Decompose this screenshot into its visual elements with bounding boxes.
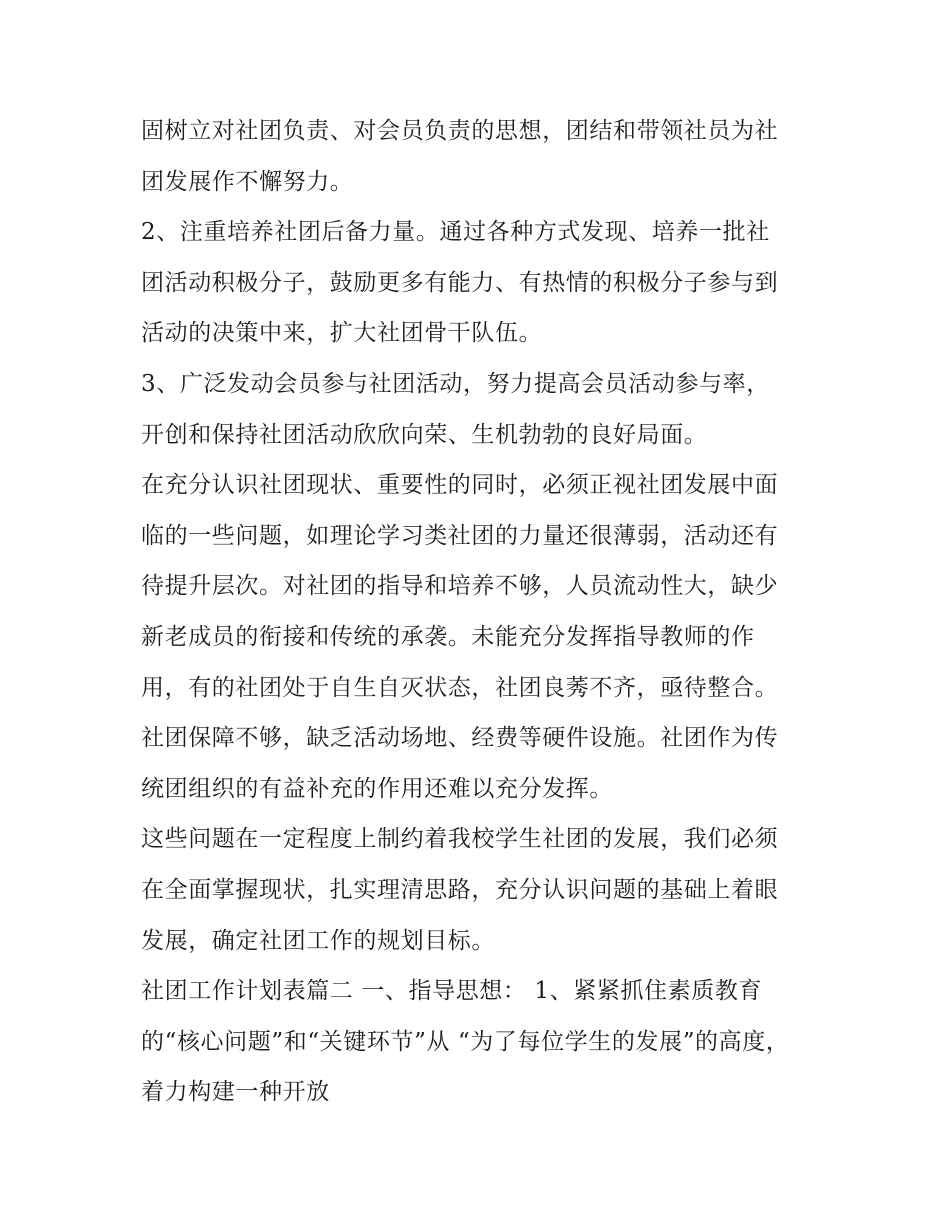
text-line: 发展，确定社团工作的规划目标。 [141, 927, 495, 954]
text-line: 社团保障不够，缺乏活动场地、经费等硬件设施。社团作为传 [141, 725, 779, 752]
text-line: 这些问题在一定程度上制约着我校学生社团的发展，我们必须 [141, 826, 779, 853]
text-line: 开创和保持社团活动欣欣向荣、生机勃勃的良好局面。 [141, 421, 708, 448]
text-line: 在充分认识社团现状、重要性的同时，必须正视社团发展中面 [141, 472, 779, 499]
text-line: 用，有的社团处于自生自灭状态，社团良莠不齐，亟待整合。 [141, 674, 779, 701]
text-line: 活动的决策中来，扩大社团骨干队伍。 [141, 320, 543, 347]
text-line: 固树立对社团负责、对会员负责的思想，团结和带领社员为社 [141, 118, 779, 144]
document-body [141, 106, 821, 1118]
text-line: 团活动积极分子，鼓励更多有能力、有热情的积极分子参与到 [141, 269, 779, 296]
text-line: 团发展作不懈努力。 [141, 168, 354, 195]
text-line: 社团工作计划表篇二 一、指导思想： 1、紧紧抓住素质教育 [141, 978, 763, 1005]
text-line: 3、广泛发动会员参与社团活动，努力提高会员活动参与率， [141, 370, 770, 397]
text-line: 在全面掌握现状，扎实理清思路，充分认识问题的基础上着眼 [141, 876, 779, 903]
text-line: 的“核心问题”和“关键环节”从 “为了每位学生的发展”的高度， [141, 1028, 790, 1055]
text-line: 2、注重培养社团后备力量。通过各种方式发现、培养一批社 [141, 219, 770, 246]
text-line: 新老成员的衔接和传统的承袭。未能充分发挥指导教师的作 [141, 623, 755, 650]
text-line: 着力构建一种开放 [141, 1079, 330, 1106]
text-line: 待提升层次。对社团的指导和培养不够，人员流动性大，缺少 [141, 573, 779, 600]
text-line: 统团组织的有益补充的作用还难以充分发挥。 [141, 775, 613, 802]
text-line: 临的一些问题，如理论学习类社团的力量还很薄弱，活动还有 [141, 522, 779, 549]
